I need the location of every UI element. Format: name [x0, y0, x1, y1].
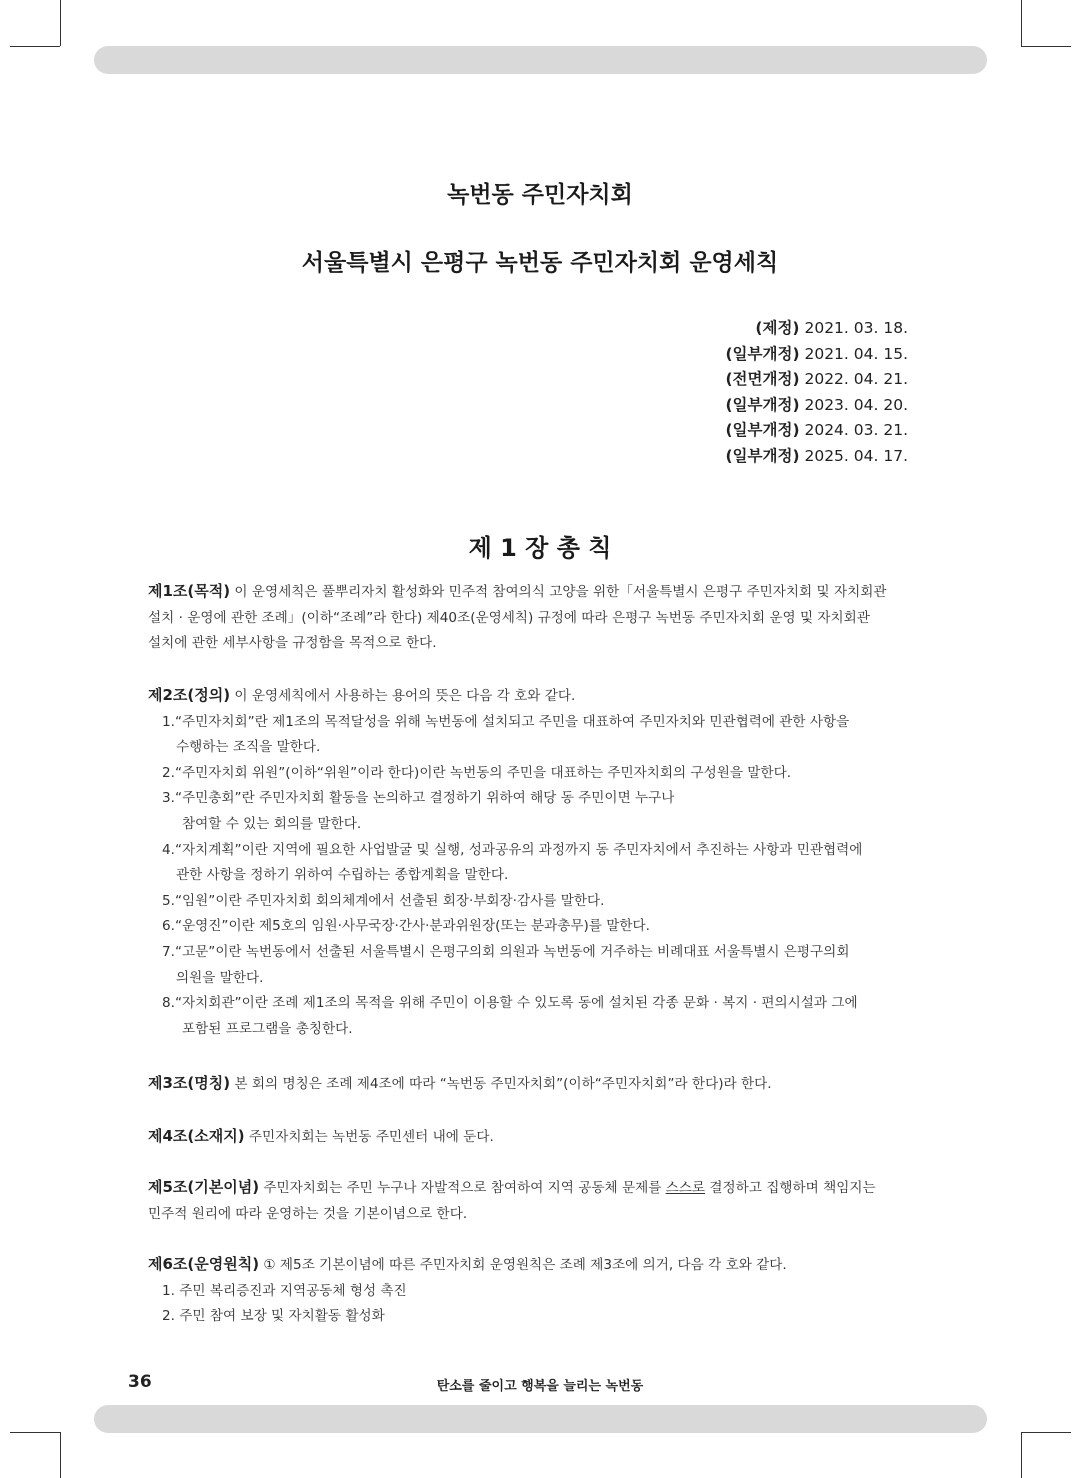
- list-item-continued: 참여할 수 있는 회의를 말한다.: [182, 815, 362, 832]
- crop-mark-top-left: [10, 46, 60, 47]
- article-3: [148, 1071, 948, 1098]
- paragraph-line: 설치에 관한 세부사항을 규정함을 목적으로 한다.: [148, 635, 437, 652]
- paragraph-line: 설치 · 운영에 관한 조례」(이하“조례”라 한다) 제40조(운영세칙) 규정에 따라 은평구 녹번동 주민자치회 운영 및 자치회관: [148, 609, 870, 626]
- header-bar: [94, 46, 987, 74]
- list-item: 6.“운영진”이란 제5호의 임원·사무국장·간사·분과위원장(또는 분과총무)를 말한다.: [162, 918, 650, 935]
- article-5: [148, 1175, 948, 1227]
- list-item: 4.“자치계획”이란 지역에 필요한 사업발굴 및 실행, 성과공유의 과정까지 동 주민자치에서 추진하는 사항과 민관협력에: [162, 841, 863, 858]
- crop-mark-bottom-right: [1021, 1432, 1071, 1433]
- list-item: 5.“임원”이란 주민자치회 회의체계에서 선출된 회장·부회장·감사를 말한다.: [162, 892, 605, 909]
- article-6: [148, 1252, 948, 1330]
- list-item-continued: 포함된 프로그램을 총칭한다.: [182, 1020, 353, 1037]
- article-title: 제4조(소재지): [148, 1127, 245, 1145]
- paragraph-line: 제3조(명칭) 본 회의 명칭은 조례 제4조에 따라 “녹번동 주민자치회”(이하“주민자치회”라 한다)라 한다.: [148, 1074, 772, 1092]
- underlined-text: 스스로: [665, 1180, 706, 1196]
- crop-mark-top-left: [60, 0, 61, 46]
- list-item-continued: 관한 사항을 정하기 위하여 수립하는 종합계획을 말한다.: [176, 867, 509, 884]
- article-title: 제1조(목적): [148, 582, 231, 600]
- list-item: 7.“고문”이란 녹번동에서 선출된 서울특별시 은평구의회 의원과 녹번동에 거주하는 비례대표 서울특별시 은평구의회: [162, 943, 850, 960]
- revision-line: (일부개정) 2024. 03. 21.: [725, 421, 908, 439]
- page-number: 36: [128, 1372, 152, 1392]
- list-item-continued: 의원을 말한다.: [176, 969, 264, 986]
- list-item: 2.“주민자치회 위원”(이하“위원”이라 한다)이란 녹번동의 주민을 대표하는 주민자치회의 구성원을 말한다.: [162, 764, 792, 781]
- paragraph-line: 제2조(정의) 이 운영세칙에서 사용하는 용어의 뜻은 다음 각 호와 같다.: [148, 686, 576, 704]
- paragraph-line: 제6조(운영원칙) ① 제5조 기본이념에 따른 주민자치회 운영원칙은 조례 제3조에 의거, 다음 각 호와 같다.: [148, 1255, 787, 1273]
- revision-line: (일부개정) 2021. 04. 15.: [725, 344, 908, 363]
- list-item: 1.“주민자치회”란 제1조의 목적달성을 위해 녹번동에 설치되고 주민을 대표하여 주민자치와 민관협력에 관한 사항을: [162, 713, 850, 730]
- revision-line: (전면개정) 2022. 04. 21.: [725, 370, 908, 388]
- article-4: [148, 1124, 948, 1151]
- revision-history: [725, 316, 908, 469]
- article-title: 제3조(명칭): [148, 1074, 231, 1092]
- list-item-continued: 수행하는 조직을 말한다.: [176, 739, 321, 756]
- crop-mark-bottom-right: [1021, 1432, 1022, 1478]
- footer-slogan: 탄소를 줄이고 행복을 늘리는 녹번동: [436, 1379, 644, 1394]
- list-item: 1. 주민 복리증진과 지역공동체 형성 촉진: [162, 1282, 407, 1299]
- chapter-heading: 제 1 장 총 칙: [468, 534, 612, 562]
- revision-line: (일부개정) 2023. 04. 20.: [725, 395, 908, 414]
- crop-mark-top-right: [1021, 0, 1022, 46]
- article-title: 제6조(운영원칙): [148, 1255, 260, 1273]
- paragraph-line: 제1조(목적) 이 운영세칙은 풀뿌리자치 활성화와 민주적 참여의식 고양을 위한「서울특별시 은평구 주민자치회 및 자치회관: [148, 582, 887, 600]
- article-title: 제2조(정의): [148, 686, 231, 704]
- article-title: 제5조(기본이념): [148, 1178, 260, 1196]
- footer-bar: [94, 1405, 987, 1433]
- list-item: 3.“주민총회”란 주민자치회 활동을 논의하고 결정하기 위하여 해당 동 주민이면 누구나: [162, 790, 675, 807]
- list-item: 2. 주민 참여 보장 및 자치활동 활성화: [162, 1308, 385, 1325]
- article-2: [148, 683, 948, 1042]
- crop-mark-bottom-left: [60, 1432, 61, 1478]
- paragraph-line: 민주적 원리에 따라 운영하는 것을 기본이념으로 한다.: [148, 1205, 468, 1222]
- paragraph-line: 제4조(소재지) 주민자치회는 녹번동 주민센터 내에 둔다.: [148, 1127, 494, 1145]
- crop-mark-top-right: [1021, 46, 1071, 47]
- org-title: 녹번동 주민자치회: [447, 182, 633, 208]
- revision-line: (일부개정) 2025. 04. 17.: [725, 446, 908, 465]
- paragraph-line: 제5조(기본이념) 주민자치회는 주민 누구나 자발적으로 참여하여 지역 공동체 문제를 스스로 결정하고 집행하며 책임지는: [148, 1178, 876, 1196]
- list-item: 8.“자치회관”이란 조례 제1조의 목적을 위해 주민이 이용할 수 있도록 동에 설치된 각종 문화 · 복지 · 편의시설과 그에: [162, 995, 858, 1012]
- revision-line: (제정) 2021. 03. 18.: [755, 319, 908, 337]
- doc-title: 서울특별시 은평구 녹번동 주민자치회 운영세칙: [301, 250, 779, 276]
- article-1: [148, 579, 948, 657]
- crop-mark-bottom-left: [10, 1432, 60, 1433]
